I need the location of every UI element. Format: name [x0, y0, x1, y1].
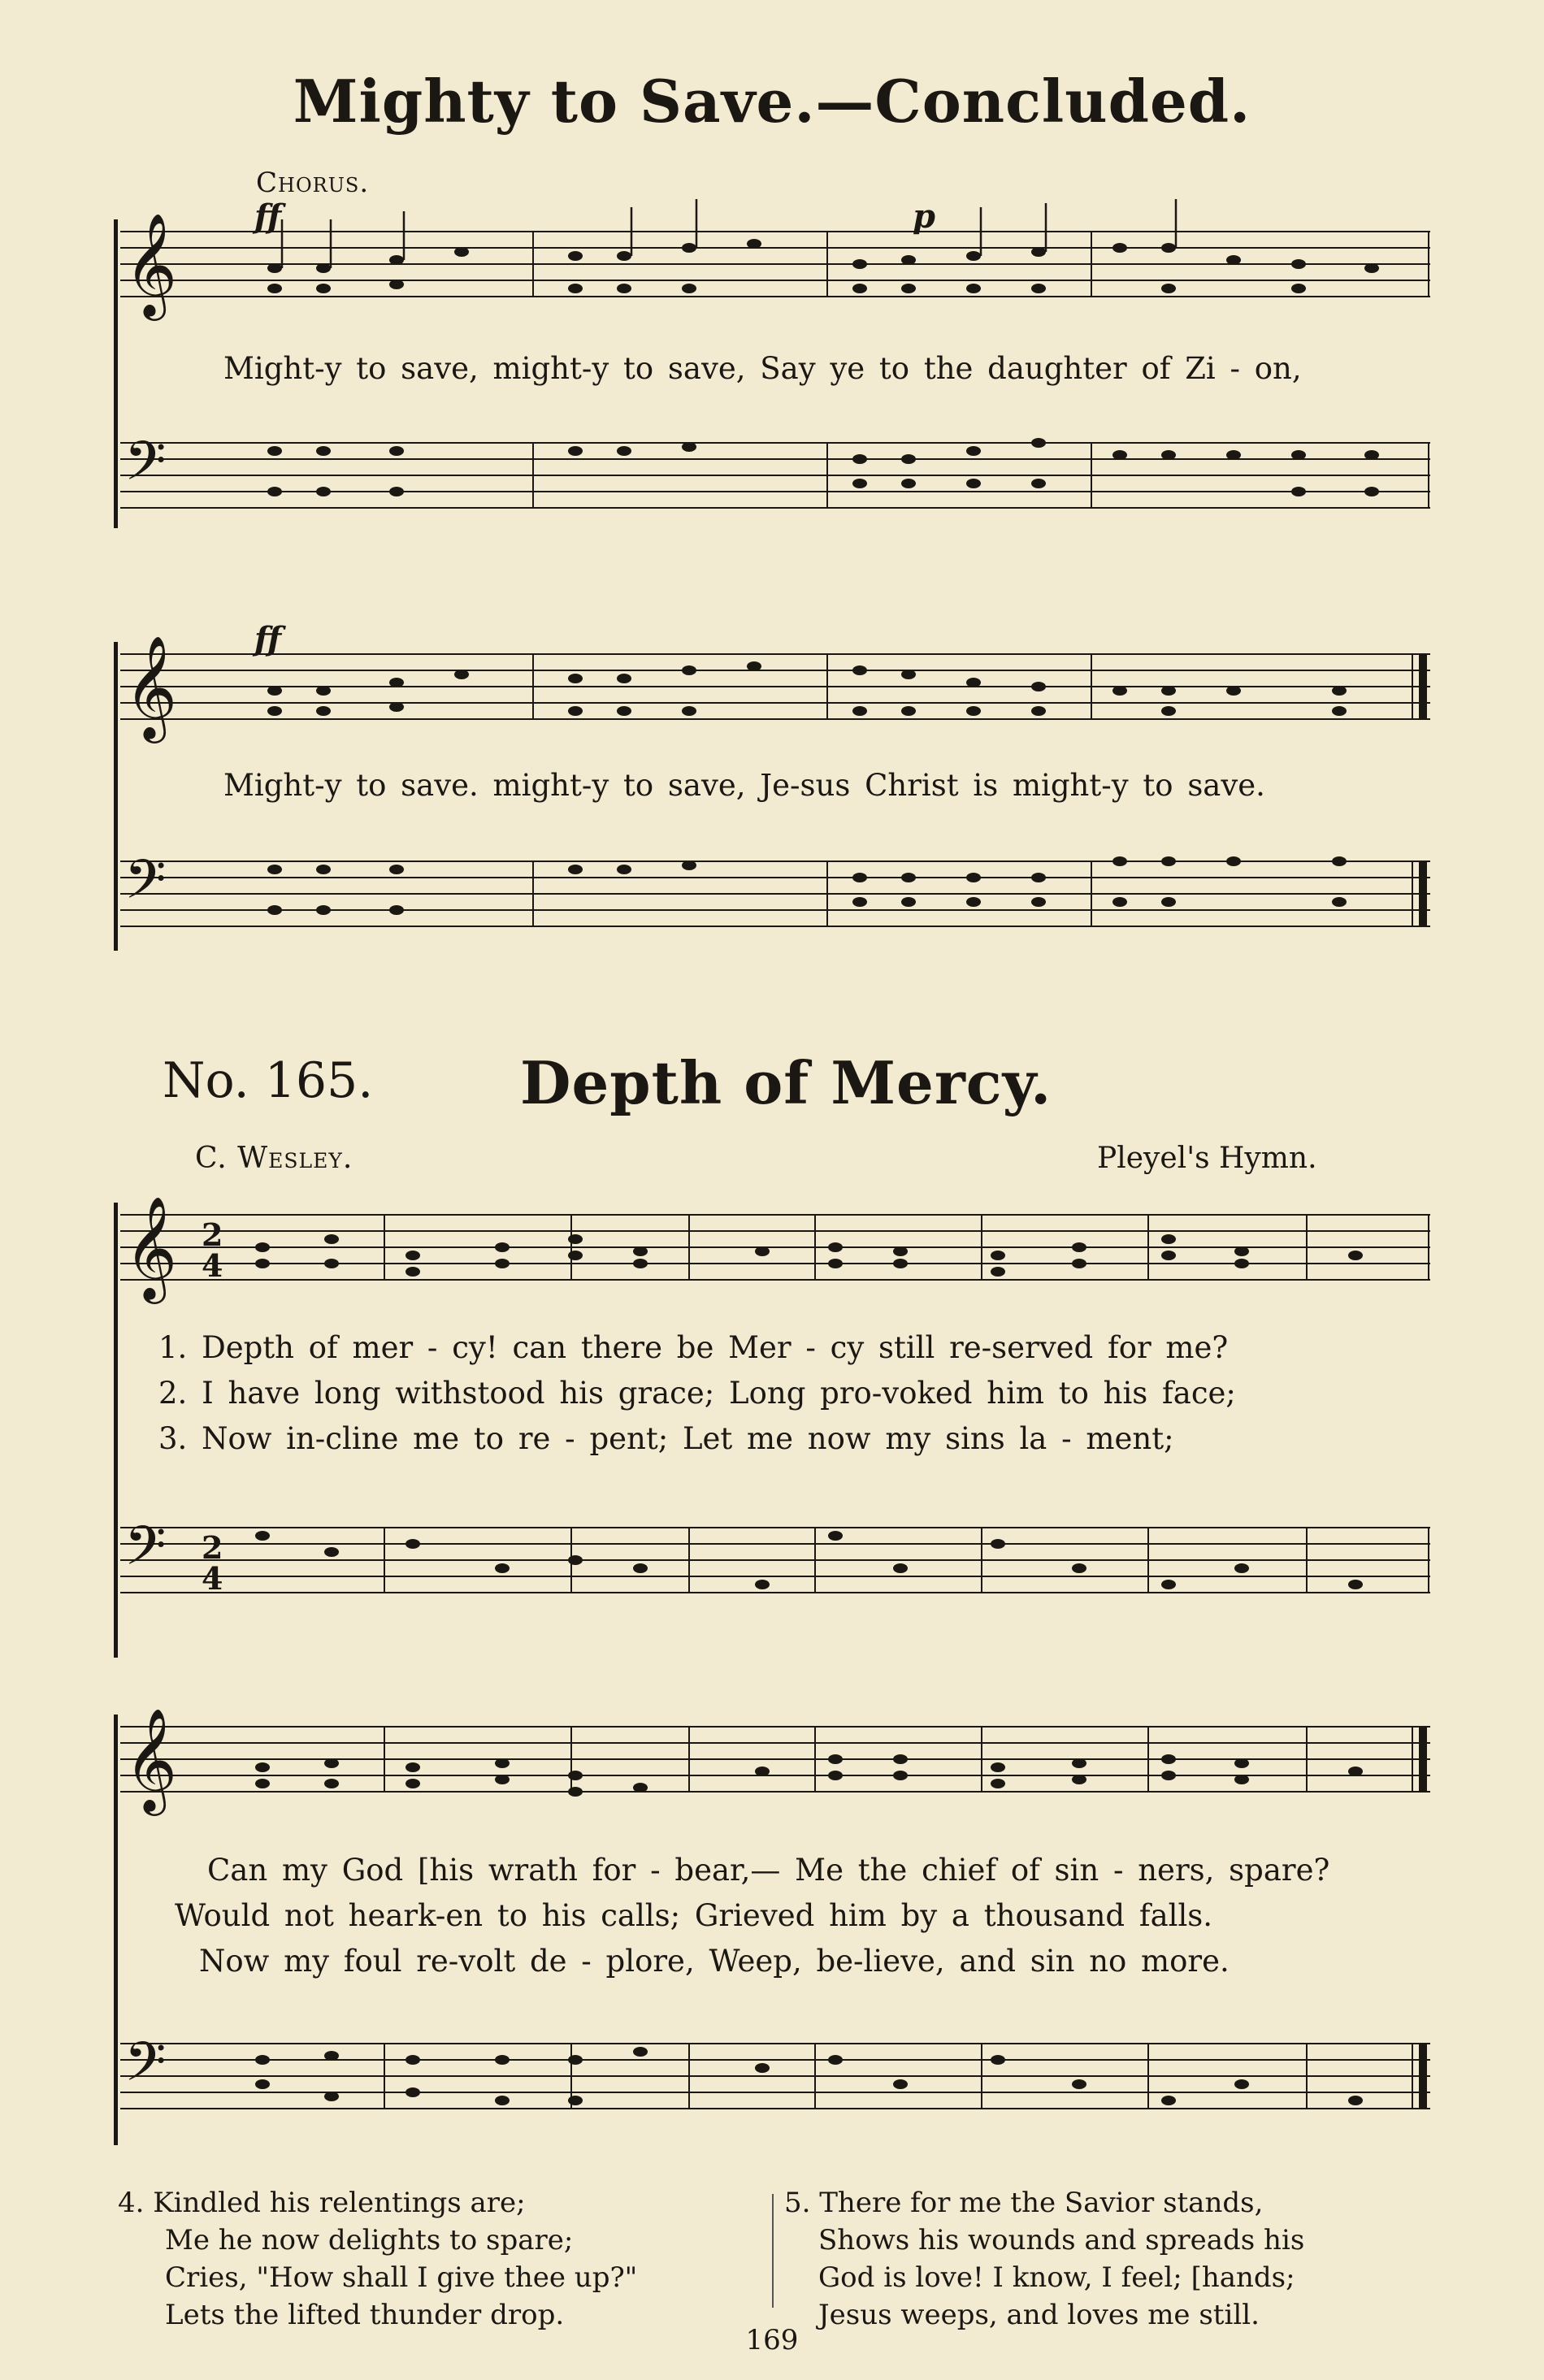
- system-brace-4: [114, 1715, 118, 2145]
- svg-text:4: 4: [202, 1247, 223, 1284]
- stanza-2-line-b: Would not heark-en to his calls; Grieved him by a thousand falls.: [175, 1898, 1213, 1933]
- svg-text:𝄞: 𝄞: [124, 212, 178, 316]
- svg-text:ff: ff: [254, 197, 282, 236]
- stanza-3-line-a: 3. Now in-cline me to re - pent; Let me now my sins la - ment;: [158, 1421, 1174, 1456]
- page-number: 169: [745, 2324, 799, 2356]
- treble-staff-4: [120, 1707, 1430, 1816]
- verse-5: [784, 2184, 1304, 2334]
- svg-text:𝄞: 𝄞: [124, 1707, 178, 1811]
- stanza-3-line-b: Now my foul re-volt de - plore, Weep, be-lieve, and sin no more.: [199, 1944, 1230, 1979]
- hymn-title-mighty-to-save: Mighty to Save.—Concluded.: [293, 67, 1251, 136]
- svg-text:2: 2: [202, 1216, 223, 1253]
- chorus-label: Chorus.: [256, 167, 370, 199]
- verse-5-line-2: Shows his wounds and spreads his: [818, 2224, 1305, 2256]
- verse-5-line-4: Jesus weeps, and loves me still.: [818, 2299, 1260, 2331]
- bass-staff-3: [120, 1515, 1430, 1617]
- system-brace-1: [114, 219, 118, 528]
- system-brace-2: [114, 642, 118, 951]
- svg-text:𝄞: 𝄞: [124, 635, 178, 739]
- svg-text:𝄢: 𝄢: [124, 1515, 167, 1590]
- stanza-1-line-b: Can my God [his wrath for - bear,— Me the chief of sin - ners, spare?: [207, 1853, 1330, 1888]
- svg-text:𝄞: 𝄞: [124, 1195, 178, 1299]
- hymn-number: No. 165.: [163, 1052, 374, 1109]
- stanza-2-line-a: 2. I have long withstood his grace; Long pro-voked him to his face;: [158, 1376, 1236, 1411]
- verse-4-line-1: 4. Kindled his relentings are;: [118, 2187, 526, 2219]
- stanza-1-line-a: 1. Depth of mer - cy! can there be Mer - cy still re-served for me?: [158, 1330, 1229, 1365]
- svg-text:2: 2: [202, 1529, 223, 1566]
- lyric-line-1: Might-y to save, might-y to save, Say ye to the daughter of Zi - on,: [223, 351, 1302, 386]
- verse-5-line-3: God is love! I know, I feel; [hands;: [818, 2261, 1295, 2294]
- verse-divider: [772, 2194, 774, 2308]
- verse-5-line-1: 5. There for me the Savior stands,: [784, 2187, 1264, 2219]
- verse-4-line-3: Cries, "How shall I give thee up?": [165, 2261, 638, 2294]
- treble-staff-3: [120, 1195, 1430, 1304]
- svg-text:4: 4: [202, 1560, 223, 1597]
- bass-staff-2: [120, 848, 1430, 951]
- treble-staff-1: [120, 197, 1430, 321]
- system-brace-3: [114, 1203, 118, 1658]
- svg-text:𝄢: 𝄢: [124, 430, 167, 505]
- hymn-title-depth-of-mercy: Depth of Mercy.: [520, 1048, 1052, 1117]
- svg-text:ff: ff: [254, 620, 282, 658]
- svg-text:𝄢: 𝄢: [124, 2031, 167, 2106]
- treble-staff-2: [120, 620, 1430, 743]
- svg-text:p: p: [913, 197, 935, 236]
- author: C. Wesley.: [195, 1142, 353, 1175]
- verse-4-line-4: Lets the lifted thunder drop.: [165, 2299, 565, 2331]
- lyric-line-2: Might-y to save. might-y to save, Je-sus Christ is might-y to save.: [223, 768, 1265, 803]
- svg-text:𝄢: 𝄢: [124, 848, 167, 924]
- verse-4-line-2: Me he now delights to spare;: [165, 2224, 574, 2256]
- verse-4: [118, 2184, 637, 2334]
- tune-name: Pleyel's Hymn.: [1097, 1142, 1317, 1175]
- bass-staff-4: [120, 2031, 1430, 2133]
- bass-staff-1: [120, 430, 1430, 532]
